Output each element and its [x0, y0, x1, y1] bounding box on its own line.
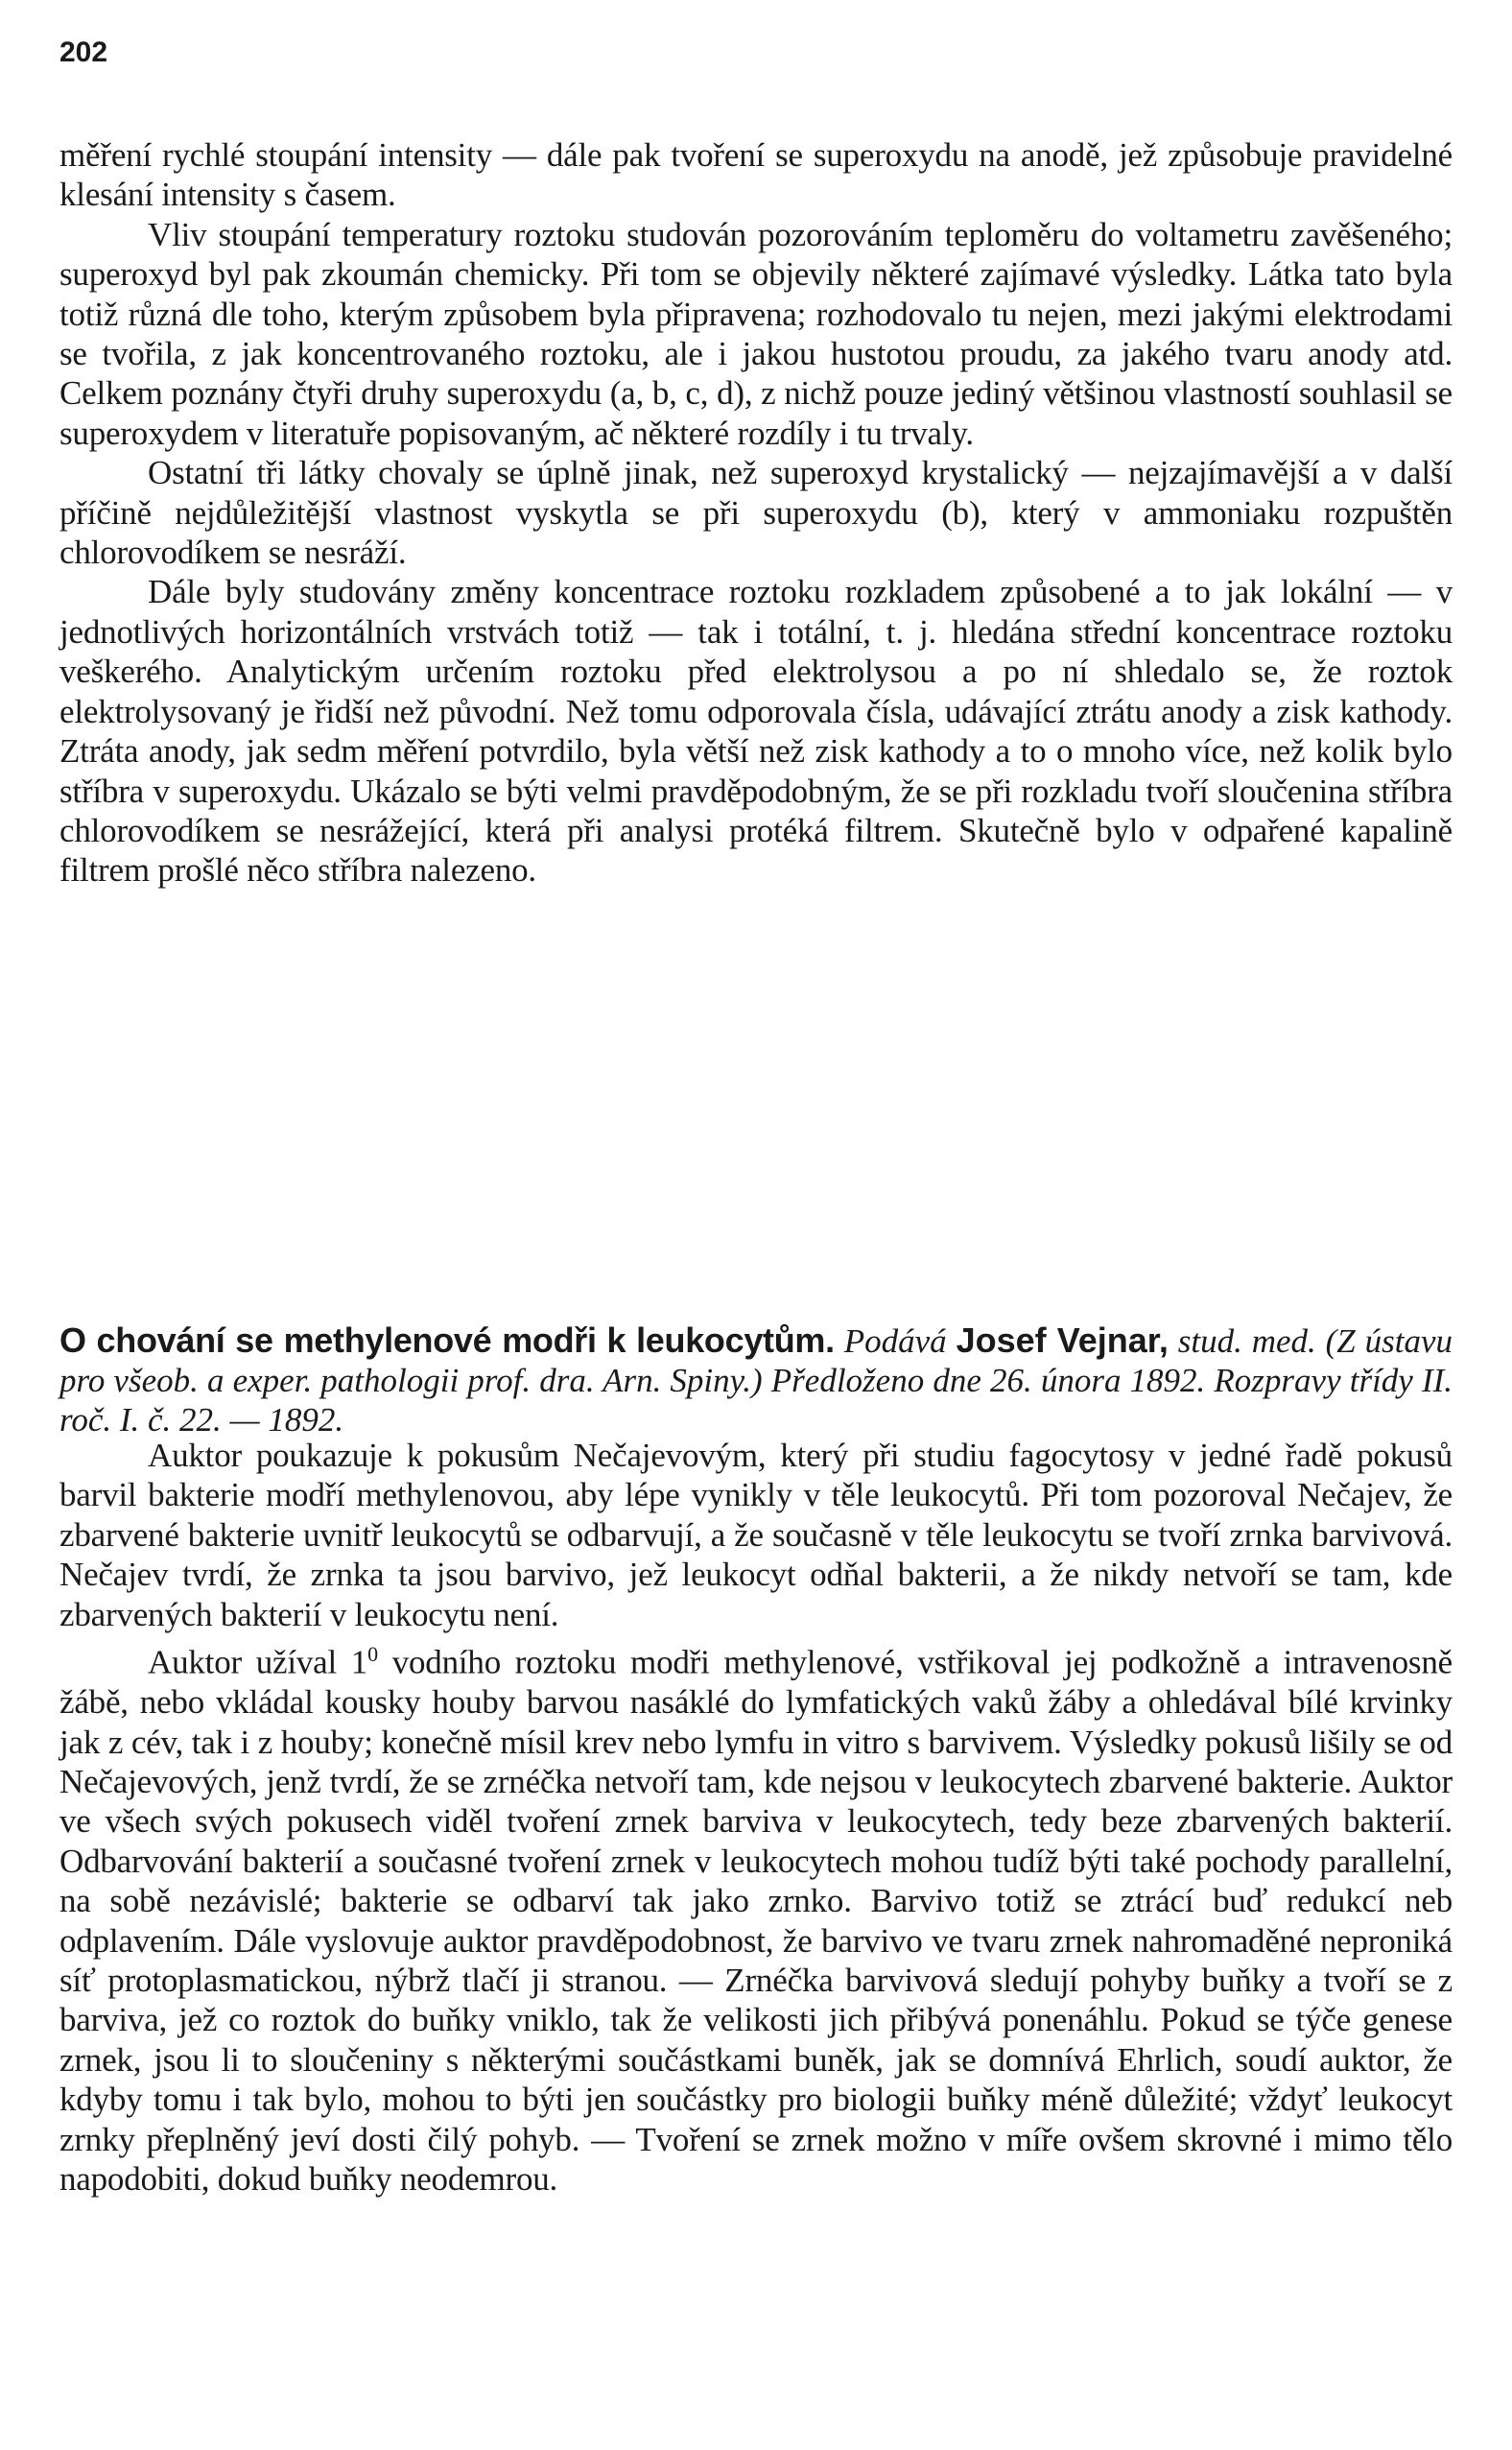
page-number: 202 — [59, 36, 108, 68]
article-title: O chování se methylenové modři k leukocytům. — [59, 1320, 835, 1360]
section-continuation — [59, 135, 1453, 891]
paragraph: Auktor poukazuje k pokusům Nečajevovým, který při studiu fagocytosy v jedné řadě pokusů barvil bakterie modří methylenovou, aby lépe vynikly v těle leukocytů. Při tom pozoroval Nečajev, že zbarvené bakterie uvnitř leukocytů se odbarvují, a že současně v těle leukocytu se tvoří zrnka barvivová. Nečajev tvrdí, že zrnka ta jsou barvivo, jež leukocyt odňal bakterii, a že nikdy netvoří se tam, kde zbarvených bakterií v leukocytu není. — [59, 1437, 1453, 1633]
paragraph: Vliv stoupání temperatury roztoku studován pozorováním teploměru do voltametru zavěšeného; superoxyd byl pak zkoumán chemicky. Při tom se objevily některé zajímavé výsledky. Látka tato byla totiž různá dle toho, kterým způsobem byla připravena; rozhodovalo tu nejen, mezi jakými elektrodami se tvořila, z jak koncentrovaného roztoku, ale i jakou hustotou proudu, za jakého tvaru anody atd. Celkem poznány čtyři druhy superoxydu (a, b, c, d), z nichž pouze jediný většinou vlastností souhlasil se superoxydem v literatuře popisovaným, ač některé rozdíly i tu trvaly. — [59, 215, 1453, 452]
author-affiliation: stud. med. (Z ústavu pro všeob. a exper. pathologii prof. dra. Arn. Spiny.) — [59, 1322, 1453, 1399]
article-body — [59, 1436, 1453, 2199]
author-name: Josef Vejnar, — [956, 1320, 1169, 1360]
paragraph-text: Auktor užíval 1 — [148, 1643, 368, 1681]
author-intro: Podává — [843, 1322, 947, 1360]
paragraph: Ostatní tři látky chovaly se úplně jinak, než superoxyd krystalický — nejzajímavější a v další příčině nejdůležitější vlastnost vyskytla se při superoxydu (b), který v ammoniaku rozpuštěn chlorovodíkem se nesráží. — [59, 454, 1453, 572]
article-title-line — [59, 1320, 1453, 1439]
submission-note: Předloženo dne 26. února 1892. Rozpravy třídy II. roč. I. č. 22. — 1892. — [59, 1362, 1453, 1439]
paragraph: měření rychlé stoupání intensity — dále pak tvoření se superoxydu na anodě, jež způsobuje pravidelné klesání intensity s časem. — [59, 136, 1453, 214]
article-heading — [59, 1320, 1453, 1439]
paragraph — [59, 1634, 1453, 2199]
superscript: 0 — [367, 1642, 378, 1667]
paragraph-text: vodního roztoku modři methylenové, vstřikoval jej podkožně a intravenosně žábě, nebo vkládal kousky houby barvou nasáklé do lymfatických vaků žáby a ohledával bílé krvinky jak z cév, tak i z houby; konečně mísil krev nebo lymfu in vitro s barvivem. Výsledky pokusů lišily se od Nečajevových, jenž tvrdí, že se zrnéčka netvoří tam, kde nejsou v leukocytech zbarvené bakterie. Auktor ve všech svých pokusech viděl tvoření zrnek barviva v leukocytech, tedy beze zbarvených bakterií. Odbarvování bakterií a současné tvoření zrnek v leukocytech mohou tudíž býti také pochody parallelní, na sobě nezávislé; bakterie se odbarví tak jako zrnko. Barvivo totiž se ztrácí buď redukcí neb odplavením. Dále vyslovuje auktor pravděpodobnost, že barvivo ve tvaru zrnek nahromaděné neproniká síť protoplasmatickou, nýbrž tlačí ji stranou. — Zrnéčka barvivová sledují pohyby buňky a tvoří se z barviva, jež co roztok do buňky vniklo, tak že velikosti jich přibývá ponenáhlu. Pokud se týče genese zrnek, jsou li to sloučeniny s některými součástkami buněk, jak se domnívá Ehrlich, soudí auktor, že kdyby tomu i tak bylo, mohou to býti jen součástky pro biologii buňky méně důležité; vždyť leukocyt zrnky přeplněný jeví dosti čilý pohyb. — Tvoření se zrnek možno v míře ovšem skrovné i mimo tělo napodobiti, dokud buňky neodemrou. — [59, 1643, 1453, 2198]
paragraph: Dále byly studovány změny koncentrace roztoku rozkladem způsobené a to jak lokální — v jednotlivých horizontálních vrstvách totiž — tak i totální, t. j. hledána střední koncentrace roztoku veškerého. Analytickým určením roztoku před elektrolysou a po ní shledalo se, že roztok elektrolysovaný je řidší než původní. Než tomu odporovala čísla, udávající ztrátu anody a zisk kathody. Ztráta anody, jak sedm měření potvrdilo, byla větší než zisk kathody a to o mnoho více, než kolik bylo stříbra v superoxydu. Ukázalo se býti velmi pravděpodobným, že se při rozkladu tvoří sloučenina stříbra chlorovodíkem se nesrážející, která při analysi protéká filtrem. Skutečně bylo v odpařené kapalině filtrem prošlé něco stříbra nalezeno. — [59, 573, 1453, 890]
